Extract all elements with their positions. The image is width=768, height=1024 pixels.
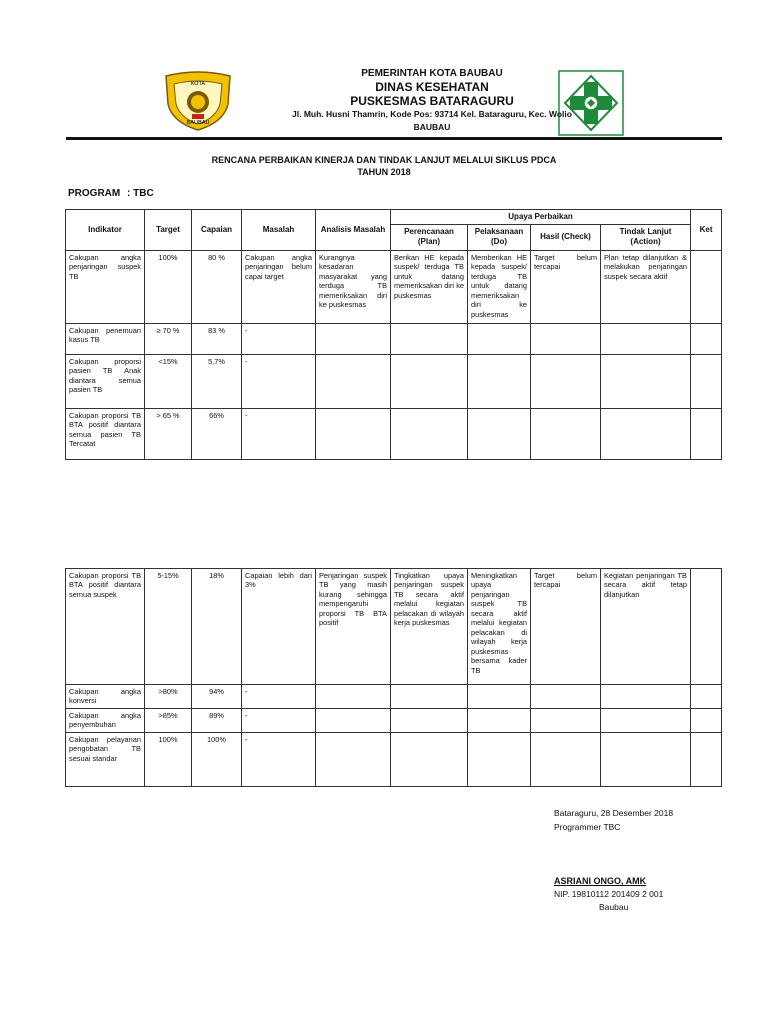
table-row <box>66 250 722 323</box>
header-masalah: Masalah <box>242 210 316 251</box>
signature-nip: NIP. 19810112 201409 2 001 <box>554 889 664 899</box>
cell-analisis: Kurangnya kesadaran masyarakat yang terduga TB memeriksakan diri ke puskesmas <box>316 250 391 323</box>
header-divider <box>66 137 722 140</box>
document-year: TAHUN 2018 <box>357 167 411 177</box>
program-value: : TBC <box>127 188 154 199</box>
cell-indikator: Cakupan pelayanan pengobatan TB sesuai standar <box>66 732 145 786</box>
header-city: BAUBAU <box>413 122 451 132</box>
cell-do <box>468 685 531 709</box>
cell-target: 100% <box>145 250 192 323</box>
cell-ket <box>691 354 722 408</box>
cell-analisis <box>316 408 391 459</box>
cell-do <box>468 708 531 732</box>
header-do: Pelaksanaan (Do) <box>468 225 531 250</box>
cell-ket <box>691 569 722 685</box>
cell-plan: Berikan HE kepada suspek/ terduga TB untuk datang memeriksakan diri ke puskesmas <box>391 250 468 323</box>
cell-target: > 65 % <box>145 408 192 459</box>
cell-target: 5-15% <box>145 569 192 685</box>
header-capaian: Capaian <box>192 210 242 251</box>
cell-capaian: 5,7% <box>192 354 242 408</box>
cell-analisis <box>316 354 391 408</box>
cell-action <box>601 732 691 786</box>
signature-place-date: Bataraguru, 28 Desember 2018 <box>554 808 674 818</box>
pdca-table-page1 <box>65 209 722 460</box>
cell-do <box>468 323 531 354</box>
header-check: Hasil (Check) <box>531 225 601 250</box>
cell-masalah: Capaian lebih dari 3% <box>242 569 316 685</box>
signature-name: ASRIANI ONGO, AMK <box>554 876 647 886</box>
cell-indikator: Cakupan proporsi TB BTA positif diantara semua pasien TB Tercatat <box>66 408 145 459</box>
cell-ket <box>691 732 722 786</box>
cell-capaian: 100% <box>192 732 242 786</box>
header-address: Jl. Muh. Husni Thamrin, Kode Pos: 93714 Kel. Bataraguru, Kec. Wolio <box>292 109 572 119</box>
cell-do <box>468 732 531 786</box>
cell-ket <box>691 708 722 732</box>
cell-check <box>531 354 601 408</box>
cell-plan <box>391 408 468 459</box>
cell-check <box>531 408 601 459</box>
cell-action <box>601 408 691 459</box>
cell-target: >85% <box>145 708 192 732</box>
cell-ket <box>691 250 722 323</box>
cell-analisis <box>316 685 391 709</box>
table-row <box>66 408 722 459</box>
cell-do <box>468 354 531 408</box>
pdca-table-page2 <box>65 568 722 787</box>
cell-masalah: - <box>242 708 316 732</box>
cell-plan <box>391 732 468 786</box>
header-upaya: Upaya Perbaikan <box>391 210 691 225</box>
cell-action: Plan tetap dilanjutkan & melakukan penjaringan suspek secara aktif <box>601 250 691 323</box>
cell-capaian: 18% <box>192 569 242 685</box>
cell-plan <box>391 708 468 732</box>
cell-capaian: 94% <box>192 685 242 709</box>
header-plan: Perencanaan (Plan) <box>391 225 468 250</box>
cell-target: ≥ 70 % <box>145 323 192 354</box>
cell-action <box>601 685 691 709</box>
table-row <box>66 354 722 408</box>
cell-ket <box>691 323 722 354</box>
cell-masalah: - <box>242 323 316 354</box>
cell-check <box>531 732 601 786</box>
cell-capaian: 80 % <box>192 250 242 323</box>
cell-indikator: Cakupan penemuan kasus TB <box>66 323 145 354</box>
table-row <box>66 732 722 786</box>
cell-check: Target belum tercapai <box>531 250 601 323</box>
cell-check <box>531 708 601 732</box>
header-action: Tindak Lanjut (Action) <box>601 225 691 250</box>
cell-masalah: - <box>242 685 316 709</box>
signature-role: Programmer TBC <box>554 822 621 832</box>
table-row <box>66 569 722 685</box>
cell-indikator: Cakupan angka penjaringan suspek TB <box>66 250 145 323</box>
cell-capaian: 83 % <box>192 323 242 354</box>
cell-target: 100% <box>145 732 192 786</box>
header-indikator: Indikator <box>66 210 145 251</box>
table-row <box>66 323 722 354</box>
cell-target: <15% <box>145 354 192 408</box>
cell-indikator: Cakupan proporsi pasien TB Anak diantara semua pasien TB <box>66 354 145 408</box>
cell-masalah: Cakupan angka penjaringan belum capai target <box>242 250 316 323</box>
cell-do <box>468 408 531 459</box>
cell-plan <box>391 323 468 354</box>
cell-indikator: Cakupan proporsi TB BTA positif diantara semua suspek <box>66 569 145 685</box>
cell-analisis: Penjaringan suspek TB yang masih kurang sehingga mempengaruhi proporsi TB BTA positif <box>316 569 391 685</box>
svg-text:KOTA: KOTA <box>190 81 206 87</box>
cell-ket <box>691 408 722 459</box>
cell-plan <box>391 685 468 709</box>
header-ket: Ket <box>691 210 722 251</box>
table-row <box>66 685 722 709</box>
cell-action: Kegiatan penjaringan TB secara aktif tetap dilanjutkan <box>601 569 691 685</box>
cell-check <box>531 685 601 709</box>
cell-action <box>601 323 691 354</box>
cell-indikator: Cakupan angka penyembuhan <box>66 708 145 732</box>
cell-analisis <box>316 732 391 786</box>
header-facility: PUSKESMAS BATARAGURU <box>350 94 514 108</box>
cell-analisis <box>316 708 391 732</box>
header-government: PEMERINTAH KOTA BAUBAU <box>361 68 503 79</box>
header-department: DINAS KESEHATAN <box>375 80 489 94</box>
cell-ket <box>691 685 722 709</box>
cell-plan: Tingkatkan upaya penjaringan suspek TB secara aktif melalui kegiatan pelacakan di wilayah kerja puskesmas <box>391 569 468 685</box>
cell-plan <box>391 354 468 408</box>
cell-analisis <box>316 323 391 354</box>
header-analisis: Analisis Masalah <box>316 210 391 251</box>
cell-target: >80% <box>145 685 192 709</box>
cell-indikator: Cakupan angka konversi <box>66 685 145 709</box>
cell-do: Meningkatkan upaya penjaringan suspek TB secara aktif melalui kegiatan pelacakan di wilayah kerja puskesmas bersama kader TB <box>468 569 531 685</box>
cell-do: Memberikan HE kepada suspek/ terduga TB untuk datang memeriksakan diri ke puskesmas <box>468 250 531 323</box>
document-title: RENCANA PERBAIKAN KINERJA DAN TINDAK LANJUT MELALUI SIKLUS PDCA <box>211 155 557 165</box>
cell-action <box>601 708 691 732</box>
program-label: PROGRAM <box>68 188 121 199</box>
table-row <box>66 708 722 732</box>
cell-capaian: 89% <box>192 708 242 732</box>
cell-check <box>531 323 601 354</box>
signature-city: Baubau <box>599 902 629 912</box>
cell-masalah: - <box>242 732 316 786</box>
cell-check: Target belum tercapai <box>531 569 601 685</box>
cell-action <box>601 354 691 408</box>
header-target: Target <box>145 210 192 251</box>
svg-text:BAUBAU: BAUBAU <box>186 120 210 126</box>
cell-masalah: - <box>242 408 316 459</box>
cell-capaian: 66% <box>192 408 242 459</box>
cell-masalah: - <box>242 354 316 408</box>
